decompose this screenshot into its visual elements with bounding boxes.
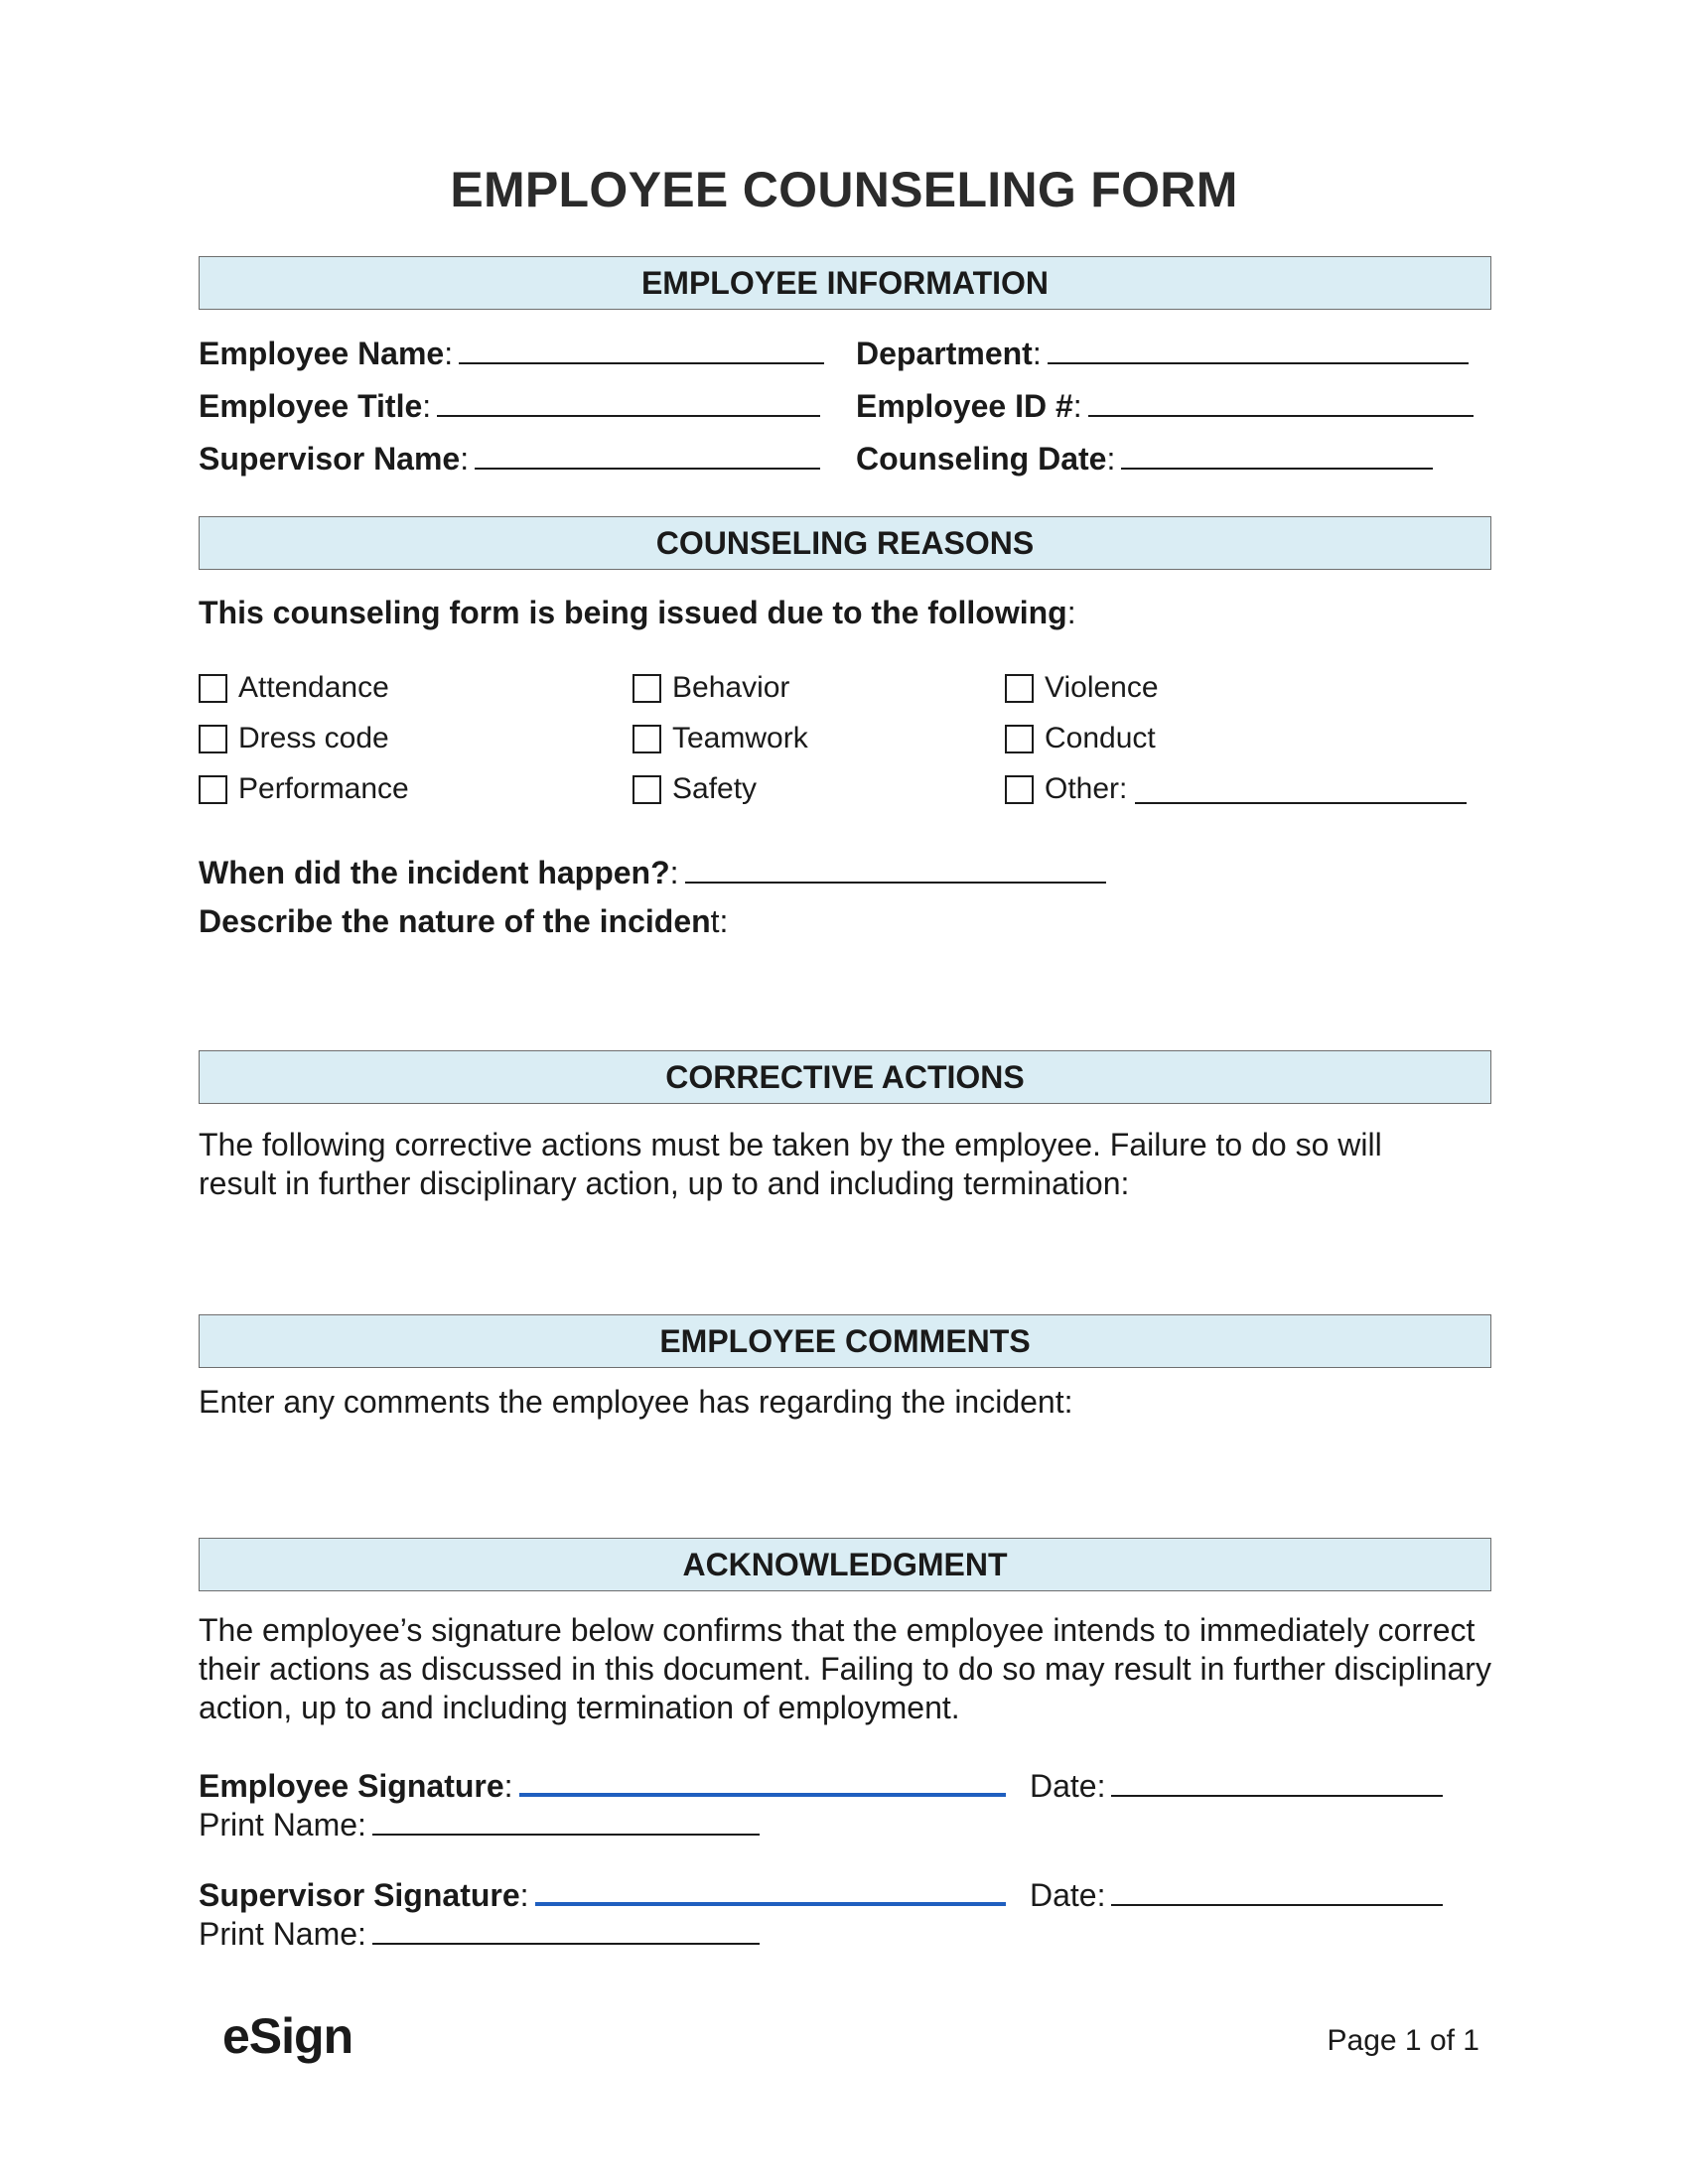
page-number: Page 1 of 1 [1327,2024,1479,2057]
incident-when-input-line[interactable] [685,854,1106,884]
corrective-actions-text: The following corrective actions must be taken by the employee. Failure to do so will result in further disciplinary action, up to and including termination: [199,1127,1382,1201]
checkbox-behavior[interactable]: Behavior [633,671,789,705]
checkbox-safety[interactable]: Safety [633,772,757,806]
checkbox-other[interactable]: Other: [1005,772,1467,806]
employee-title-field: Employee Title: [199,387,820,425]
supervisor-print-name-field: Print Name: [199,1915,760,1953]
checkbox-square[interactable] [1005,725,1034,753]
employee-name-label: Employee Name [199,336,445,371]
checkbox-dress-code[interactable]: Dress code [199,722,389,755]
employee-date-input-line[interactable] [1111,1767,1443,1797]
acknowledgment-text: The employee’s signature below confirms that the employee intends to immediately correct their actions as discussed in this document. Failing to do so may result in further disciplinary action, up to and including termination of employment. [199,1612,1491,1725]
checkbox-violence[interactable]: Violence [1005,671,1159,705]
supervisor-signature-line[interactable] [535,1876,1006,1906]
employee-title-label: Employee Title [199,388,423,424]
counseling-date-label: Counseling Date [856,441,1107,477]
supervisor-signature-date-field: Date: [1030,1876,1443,1914]
employee-signature-field: Employee Signature: [199,1767,1006,1805]
employee-id-field: Employee ID #: [856,387,1474,425]
employee-comments-text: Enter any comments the employee has regarding the incident: [199,1384,1073,1420]
supervisor-name-field: Supervisor Name: [199,440,820,478]
employee-signature-line[interactable] [519,1767,1006,1797]
incident-describe-label: Describe the nature of the incident: [199,903,729,939]
employee-print-name-input-line[interactable] [372,1806,760,1836]
supervisor-print-name-input-line[interactable] [372,1915,760,1945]
department-label: Department [856,336,1033,371]
checkbox-conduct[interactable]: Conduct [1005,722,1156,755]
checkbox-square[interactable] [1005,674,1034,703]
employee-id-input-line[interactable] [1088,387,1474,417]
other-input-line[interactable] [1135,774,1467,804]
employee-name-field: Employee Name: [199,335,824,372]
checkbox-performance[interactable]: Performance [199,772,409,806]
employee-signature-date-field: Date: [1030,1767,1443,1805]
supervisor-name-input-line[interactable] [475,440,820,470]
section-header-employee-information: EMPLOYEE INFORMATION [199,256,1491,310]
employee-print-name-field: Print Name: [199,1806,760,1843]
checkbox-square[interactable] [633,775,661,804]
reasons-intro: This counseling form is being issued due to the following: [199,595,1076,630]
employee-id-label: Employee ID # [856,388,1073,424]
department-input-line[interactable] [1048,335,1469,364]
form-title: EMPLOYEE COUNSELING FORM [450,162,1238,217]
checkbox-square[interactable] [199,725,227,753]
section-header-corrective-actions: CORRECTIVE ACTIONS [199,1050,1491,1104]
checkbox-square[interactable] [199,775,227,804]
checkbox-teamwork[interactable]: Teamwork [633,722,808,755]
esign-logo: eSign [222,2008,353,2064]
checkbox-square[interactable] [633,674,661,703]
employee-name-input-line[interactable] [459,335,824,364]
checkbox-square[interactable] [633,725,661,753]
section-header-acknowledgment: ACKNOWLEDGMENT [199,1538,1491,1591]
incident-when-field: When did the incident happen?: [199,854,1106,891]
checkbox-attendance[interactable]: Attendance [199,671,389,705]
supervisor-signature-field: Supervisor Signature: [199,1876,1006,1914]
supervisor-name-label: Supervisor Name [199,441,461,477]
counseling-date-field: Counseling Date: [856,440,1433,478]
counseling-date-input-line[interactable] [1121,440,1433,470]
supervisor-date-input-line[interactable] [1111,1876,1443,1906]
section-header-counseling-reasons: COUNSELING REASONS [199,516,1491,570]
employee-title-input-line[interactable] [437,387,820,417]
checkbox-square[interactable] [1005,775,1034,804]
department-field: Department: [856,335,1469,372]
section-header-employee-comments: EMPLOYEE COMMENTS [199,1314,1491,1368]
checkbox-square[interactable] [199,674,227,703]
